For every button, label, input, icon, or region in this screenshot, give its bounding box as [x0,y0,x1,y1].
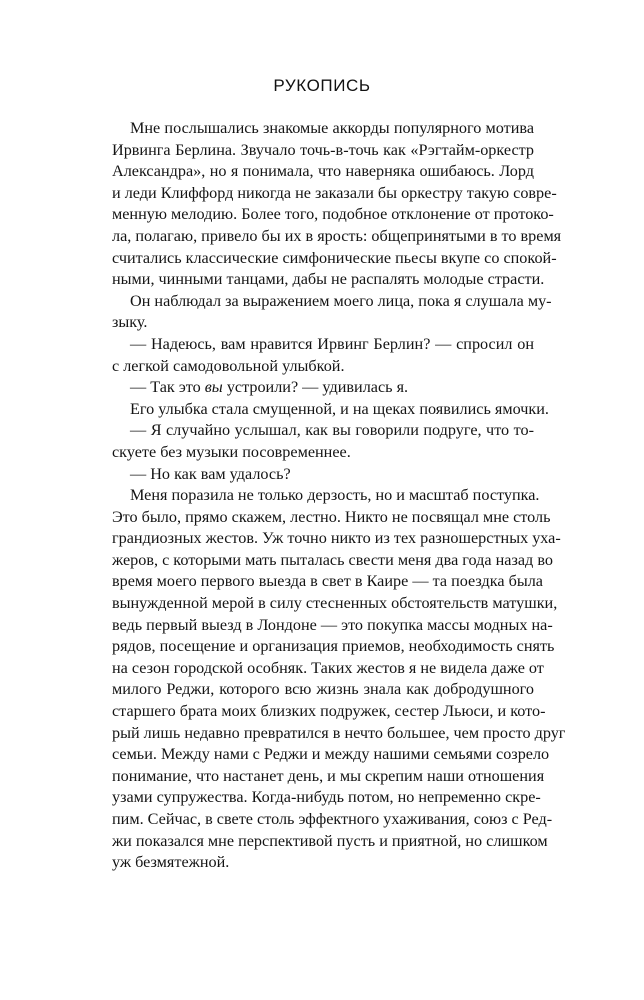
text-line: ведь первый выезд в Лондоне — это покупка массы модных на- [112,615,553,634]
text-line: на сезон городской особняк. Таких жестов я не видела даже от [112,658,544,677]
body-text [112,118,566,874]
text-line: — Я случайно услышал, как вы говорили подруге, что то- [130,421,534,440]
text-line: пим. Сейчас, в свете столь эффектного ухаживания, союз с Ред- [112,810,553,828]
text-line: старшего брата моих близких подружек, сестер Льюси, и кото- [112,702,546,721]
text-line: менную мелодию. Более того, подобное отклонение от протоко- [112,205,554,224]
text-line: узами супружества. Когда-нибудь потом, но непременно скре- [112,788,541,807]
text-line: Меня поразила не только дерзость, но и масштаб поступка. [130,486,540,505]
text-line: время моего первого выезда в свет в Каире — та поездка была [112,572,543,591]
text-line: грандиозных жестов. Уж точно никто из тех разношерстных уха- [112,529,561,548]
text-line: и леди Клиффорд никогда не заказали бы оркестру такую совре- [112,183,557,202]
text-line: — Но как вам удалось? [130,464,291,483]
text-line: семьи. Между нами с Реджи и между нашими семьями созрело [112,745,550,764]
text-line: считались классические симфонические пьесы вкупе со спокой- [112,248,557,267]
text-line: рядов, посещение и организация приемов, необходимость снять [112,637,555,656]
text-line: рый лишь недавно превратился в нечто большее, чем просто друг [112,723,566,742]
text-line: уж безмятежной. [112,853,230,872]
text-line: Это было, прямо скажем, лестно. Никто не посвящал мне столь [112,507,551,526]
text-line: ными, чинными танцами, дабы не распалять молодые страсти. [112,270,545,289]
text-line: Ирвинга Берлина. Звучало точь-в-точь как «Рэгтайм-оркестр [112,140,534,159]
text-line: Мне послышались знакомые аккорды популярного мотива [130,119,534,137]
text-line: милого Реджи, которого всю жизнь знала как добродушного [112,680,534,699]
text-line: — Надеюсь, вам нравится Ирвинг Берлин? — спросил он [130,334,534,353]
text-line: жи показался мне перспективой пусть и приятной, но слишком [112,831,548,850]
text-line: с легкой самодовольной улыбкой. [112,356,345,375]
text-line: зыку. [112,313,148,332]
text-line: вынужденной мерой в силу стесненных обстоятельств матушки, [112,594,558,613]
text-line: ла, полагаю, привело бы их в ярость: общепринятыми в то время [112,226,562,245]
text-line: Его улыбка стала смущенной, и на щеках появились ямочки. [130,399,549,418]
text-line: понимание, что настанет день, и мы скрепим наши отношения [112,766,545,785]
italic-word: вы [204,378,223,397]
text-line: скуете без музыки посовременнее. [112,442,351,461]
text-line: жеров, с которыми мать пыталась свести меня два года назад во [112,550,553,569]
text-line: Он наблюдал за выражением моего лица, пока я слушала му- [130,291,552,310]
running-title: РУКОПИСЬ [273,76,371,95]
text-line-with-italic: — Так это вы устроили? — удивилась я. [130,378,409,397]
text-line: Александра», но я понимала, что наверняка ошибаюсь. Лорд [112,162,534,181]
